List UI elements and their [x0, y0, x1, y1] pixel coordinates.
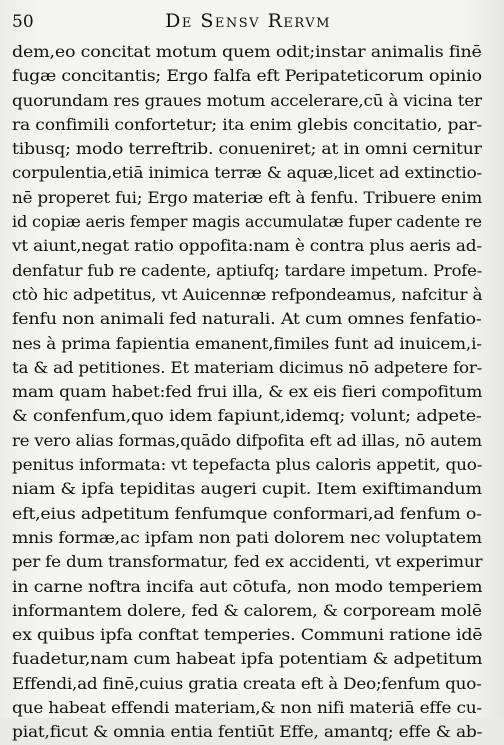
text-line: dem,eo concitat motum quem odit;instar animalis finē [12, 43, 482, 61]
text-line: in carne noftra incifa aut cōtufa, non modo temperiem [12, 577, 483, 596]
text-line: fugæ concitantis; Ergo falfa eft Peripateticorum opinio [12, 67, 482, 86]
page-number: 50 [12, 12, 34, 32]
text-line: niam & ipfa tepiditas augeri cupit. Item exiftimandum [12, 480, 482, 499]
text-line: informantem dolere, fed & calorem, & corpoream molē [12, 601, 482, 620]
text-line: mam quam habet:fed frui illa, & ex eis fieri compofitum [12, 383, 483, 402]
text-line: corpulentia,etiā inimica terræ & aquæ,licet ad extinctio- [12, 164, 482, 183]
text-line: fenfu non animali fed naturali. At cum omnes fenfatio- [12, 310, 482, 329]
text-line: vt aiunt,negat ratio oppofita:nam è contra plus aeris ad- [12, 237, 482, 256]
text-line: quorundam res graues motum accelerare,cū à vicina ter [12, 91, 482, 110]
text-line: id copiæ aeris femper magis accumulatæ fuper cadente re [12, 213, 482, 232]
text-line: eft,eius adpetitum fenfumque conformari,ad fenfum o- [12, 504, 482, 523]
text-line: ta & ad petitiones. Et materiam dicimus nō adpetere for- [12, 358, 483, 377]
text-line: & confenfum,quo idem fapiunt,idemq; volunt; adpete- [12, 407, 482, 426]
text-line: Effendi,ad finē,cuius gratia creata eft à Deo;fenfum quo- [12, 674, 482, 693]
text-line: ctò hic adpetitus, vt Auicennæ refpondeamus, nafcitur à [12, 285, 483, 304]
text-line: penitus informata: vt tepefacta plus caloris appetit, quo- [12, 456, 483, 475]
body-text [12, 40, 486, 745]
text-line: re vero alias formas,quādo difpofita eft ad illas, nō autem [12, 431, 482, 450]
text-line: per fe dum transformatur, fed ex accidenti, vt experimur [12, 553, 483, 572]
text-line: denfatur fub re cadente, aptiufq; tardare impetum. Profe- [12, 261, 483, 280]
text-line: nes à prima fapientia emanent,fimiles funt ad inuicem,i- [12, 334, 482, 353]
text-line: tibusq; modo terreftrib. conueniret; at in omni cernitur [12, 140, 482, 159]
text-line: que habeat effendi materiam,& non nifi materiā effe cu- [12, 699, 482, 718]
running-title: De Sensv Rervm [165, 10, 331, 32]
text-line: ex quibus ipfa conftat temperies. Communi ratione idē [12, 626, 483, 645]
page-header [12, 10, 486, 38]
text-line: fuadetur,nam cum habeat ipfa potentiam & adpetitum [12, 650, 483, 669]
text-line: ra confimili confortetur; ita enim glebis concitatio, par- [12, 115, 483, 134]
text-line: piat,ficut & omnia entia fentiūt Effe, amantq; effe & ab- [12, 723, 483, 742]
text-line: nē properet fui; Ergo materiæ eft à fenfu. Tribuere enim [12, 188, 483, 207]
text-line: mnis formæ,ac ipfam non pati dolorem nec voluptatem [12, 528, 482, 547]
